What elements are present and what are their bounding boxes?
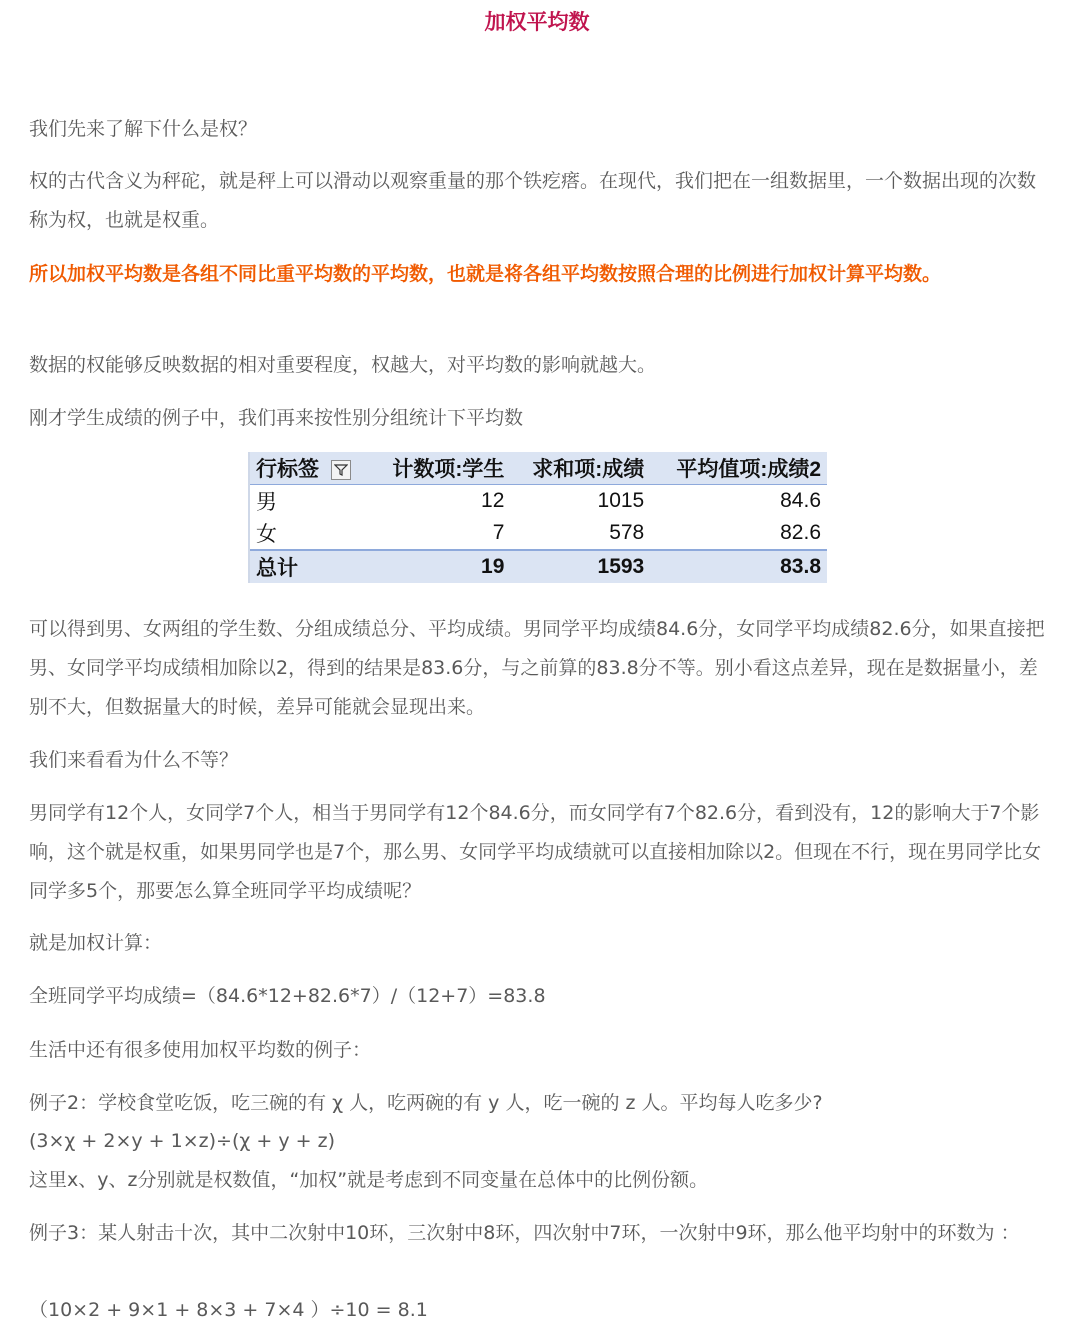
paragraph-example3-question: 例子3：某人射击十次，其中二次射中10环，三次射中8环，四次射中7环，一次射中9环，那么他平均射中的环数为 ： — [29, 1222, 1020, 1244]
paragraph-key-definition: 所以加权平均数是各组不同比重平均数的平均数，也就是将各组平均数按照合理的比例进行加权计算平均数。 — [29, 263, 942, 285]
paragraph-example2-note: 这里x、y、z分别就是权数值，“加权”就是考虑到不同变量在总体中的比例份额。 — [29, 1169, 709, 1191]
total-sum-cell: 1593 — [510, 550, 650, 583]
pivot-table — [250, 452, 827, 583]
filter-dropdown-icon[interactable] — [331, 460, 351, 480]
paragraph-intro-question: 我们先来了解下什么是权？ — [29, 118, 258, 140]
row-label-cell: 男 — [256, 491, 277, 514]
paragraph-weighted-calc-intro: 就是加权计算： — [29, 932, 163, 954]
paragraph-examples-intro: 生活中还有很多使用加权平均数的例子： — [29, 1039, 372, 1061]
row-label-cell: 女 — [256, 523, 277, 546]
average-cell: 84.6 — [780, 489, 821, 512]
paragraph-example2-formula: (3×χ + 2×y + 1×z)÷(χ + y + z) — [29, 1130, 335, 1152]
total-row — [250, 550, 827, 583]
total-average-cell: 83.8 — [650, 550, 827, 583]
paragraph-example2-question: 例子2：学校食堂吃饭，吃三碗的有 χ 人，吃两碗的有 y 人，吃一碗的 z 人。平均每人吃多少? — [29, 1092, 823, 1114]
paragraph-weight-importance: 数据的权能够反映数据的相对重要程度，权越大，对平均数的影响就越大。 — [29, 354, 657, 376]
count-cell: 7 — [492, 521, 505, 544]
page-title: 加权平均数 — [484, 10, 590, 34]
paragraph-weight-definition: 权的古代含义为秤砣，就是秤上可以滑动以观察重量的那个铁疙瘩。在现代，我们把在一组数据里，一个数据出现的次数称为权，也就是权重。 — [29, 170, 1037, 231]
paragraph-example3-formula: （10×2 + 9×1 + 8×3 + 7×4 ）÷10 = 8.1 — [29, 1299, 428, 1321]
paragraph-weighted-formula: 全班同学平均成绩=（84.6*12+82.6*7）/（12+7）=83.8 — [29, 985, 546, 1007]
pivot-header-cell: 平均值项:成绩2 — [650, 452, 827, 485]
total-label-cell: 总计 — [250, 550, 371, 583]
sum-cell: 578 — [609, 521, 645, 544]
total-count-cell: 19 — [371, 550, 511, 583]
pivot-header-cell — [250, 452, 371, 485]
table-row — [250, 517, 827, 550]
count-cell: 12 — [481, 489, 505, 512]
row-label-header: 行标签 — [256, 458, 319, 481]
pivot-header-cell: 求和项:成绩 — [510, 452, 650, 485]
paragraph-why-question: 我们来看看为什么不等？ — [29, 749, 239, 771]
sum-cell: 1015 — [597, 489, 645, 512]
pivot-header-cell: 计数项:学生 — [371, 452, 511, 485]
paragraph-group-comparison: 可以得到男、女两组的学生数、分组成绩总分、平均成绩。男同学平均成绩84.6分，女同学平均成绩82.6分，如果直接把男、女同学平均成绩相加除以2，得到的结果是83.6分，与之前算的83.8分不等。别小看这点差异，现在是数据量小，差别不大，但数据量大的时候，差异可能就会显现出来。 — [29, 618, 1045, 718]
pivot-header-row — [250, 452, 827, 485]
average-cell: 82.6 — [780, 521, 821, 544]
table-row — [250, 485, 827, 518]
pivot-table-image — [248, 452, 827, 583]
paragraph-table-intro: 刚才学生成绩的例子中，我们再来按性别分组统计下平均数 — [29, 407, 524, 429]
paragraph-weight-explanation: 男同学有12个人，女同学7个人，相当于男同学有12个84.6分，而女同学有7个82.6分，看到没有，12的影响大于7个影响，这个就是权重，如果男同学也是7个，那么男、女同学平均成绩就可以直接相加除以2。但现在不行，现在男同学比女同学多5个，那要怎么算全班同学平均成绩呢？ — [29, 802, 1042, 902]
